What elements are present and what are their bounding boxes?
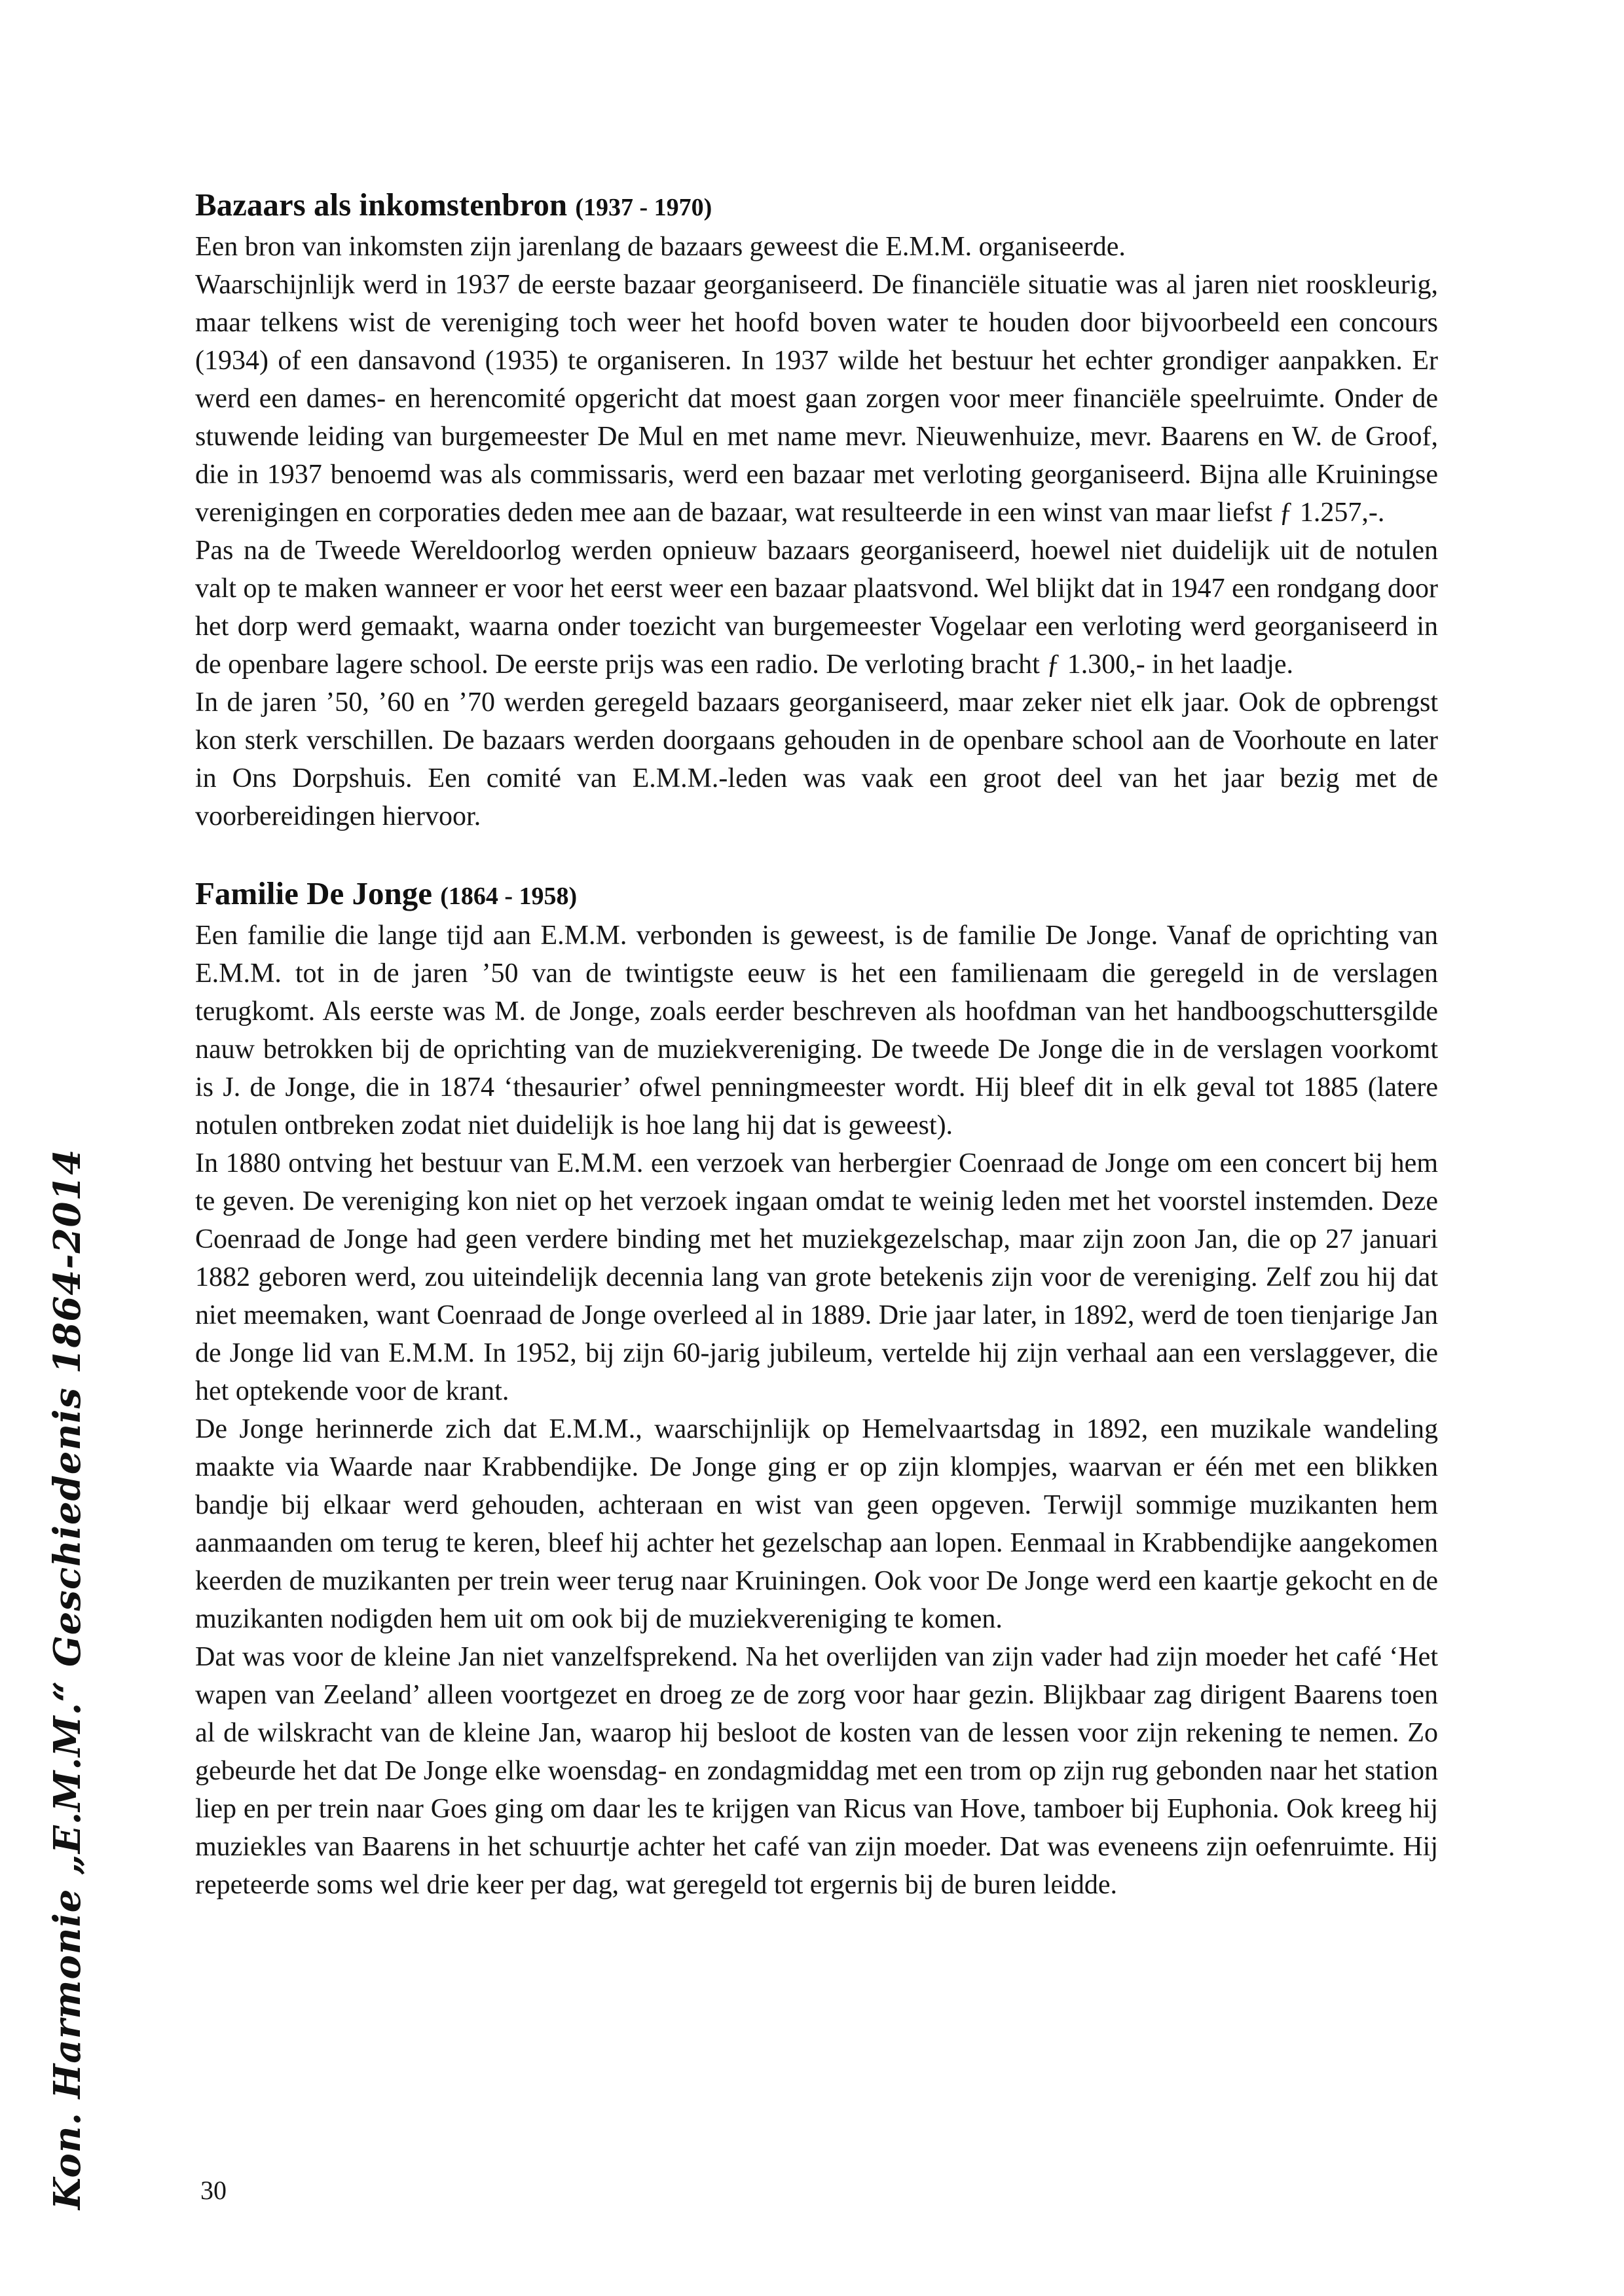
section-title: Familie De Jonge bbox=[195, 875, 432, 911]
paragraph: De Jonge herinnerde zich dat E.M.M., waarschijnlijk op Hemelvaartsdag in 1892, een muzikale wandeling maakte via Waarde naar Krabbendijke. De Jonge ging er op zijn klompjes, waarvan er één met een blikken bandje bij elkaar werd gehouden, achteraan en wist van geen opgeven. Terwijl sommige muzikanten hem aanmaanden om terug te keren, bleef hij achter het gezelschap aan lopen. Eenmaal in Krabbendijke aangekomen keerden de muzikanten per trein weer terug naar Kruiningen. Ook voor De Jonge werd een kaartje gekocht en de muzikanten nodigden hem uit om ook bij de muziekvereniging te komen. bbox=[195, 1414, 1438, 1634]
section-years: (1937 - 1970) bbox=[575, 194, 712, 221]
paragraph: In 1880 ontving het bestuur van E.M.M. een verzoek van herbergier Coenraad de Jonge om een concert bij hem te geven. De vereniging kon niet op het verzoek ingaan omdat te weinig leden met het voorstel instemden. Deze Coenraad de Jonge had geen verdere binding met het muziekgezelschap, maar zijn zoon Jan, die op 27 januari 1882 geboren werd, zou uiteindelijk decennia lang van grote betekenis zijn voor de vereniging. Zelf zou hij dat niet meemaken, want Coenraad de Jonge overleed al in 1889. Drie jaar later, in 1892, werd de toen tienjarige Jan de Jonge lid van E.M.M. In 1952, bij zijn 60-jarig jubileum, vertelde hij zijn verhaal aan een verslaggever, die het optekende voor de krant. bbox=[195, 1148, 1438, 1406]
page-number: 30 bbox=[200, 2176, 227, 2205]
section-title: Bazaars als inkomstenbron bbox=[195, 187, 568, 223]
paragraph: Pas na de Tweede Wereldoorlog werden opnieuw bazaars georganiseerd, hoewel niet duidelijk uit de notulen valt op te maken wanneer er voor het eerst weer een bazaar plaatsvond. Wel blijkt dat in 1947 een rondgang door het dorp werd gemaakt, waarna onder toezicht van burgemeester Vogelaar een verloting werd georganiseerd in de openbare lagere school. De eerste prijs was een radio. De verloting bracht ƒ 1.300,- in het laadje. bbox=[195, 536, 1438, 680]
section-bazaars bbox=[195, 185, 1438, 835]
paragraph: In de jaren ’50, ’60 en ’70 werden geregeld bazaars georganiseerd, maar zeker niet elk jaar. Ook de opbrengst kon sterk verschillen. De bazaars werden doorgaans gehouden in de openbare school aan de Voorhoute en later in Ons Dorpshuis. Een comité van E.M.M.-leden was vaak een groot deel van het jaar bezig met de voorbereidingen hiervoor. bbox=[195, 687, 1438, 831]
page-content bbox=[195, 185, 1438, 1904]
section-heading bbox=[195, 185, 1438, 228]
section-familie-de-jonge bbox=[195, 873, 1438, 1904]
paragraph: Een bron van inkomsten zijn jarenlang de bazaars geweest die E.M.M. organiseerde. bbox=[195, 232, 1126, 262]
paragraph: Waarschijnlijk werd in 1937 de eerste bazaar georganiseerd. De financiële situatie was al jaren niet rooskleurig, maar telkens wist de vereniging toch weer het hoofd boven water te houden door bijvoorbeeld een concours (1934) of een dansavond (1935) te organiseren. In 1937 wilde het bestuur het echter grondiger aanpakken. Er werd een dames- en herencomité opgericht dat moest gaan zorgen voor meer financiële speelruimte. Onder de stuwende leiding van burgemeester De Mul en met name mevr. Nieuwenhuize, mevr. Baarens en W. de Groof, die in 1937 benoemd was als commissaris, werd een bazaar met verloting georganiseerd. Bijna alle Kruiningse verenigingen en corporaties deden mee aan de bazaar, wat resulteerde in een winst van maar liefst ƒ 1.257,-. bbox=[195, 270, 1438, 528]
paragraph: Dat was voor de kleine Jan niet vanzelfsprekend. Na het overlijden van zijn vader had zijn moeder het café ‘Het wapen van Zeeland’ alleen voortgezet en droeg ze de zorg voor haar gezin. Blijkbaar zag dirigent Baarens toen al de wilskracht van de kleine Jan, waarop hij besloot de kosten van de lessen voor zijn rekening te nemen. Zo gebeurde het dat De Jonge elke woensdag- en zondagmiddag met een trom op zijn rug gebonden naar het station liep en per trein naar Goes ging om daar les te krijgen van Ricus van Hove, tamboer bij Euphonia. Ook kreeg hij muziekles van Baarens in het schuurtje achter het café van zijn moeder. Dat was eveneens zijn oefenruimte. Hij repeteerde soms wel drie keer per dag, wat geregeld tot ergernis bij de buren leidde. bbox=[195, 1642, 1438, 1900]
paragraph: Een familie die lange tijd aan E.M.M. verbonden is geweest, is de familie De Jonge. Vanaf de oprichting van E.M.M. tot in de jaren ’50 van de twintigste eeuw is het een familienaam die geregeld in de verslagen terugkomt. Als eerste was M. de Jonge, zoals eerder beschreven als hoofdman van het handboogschuttersgilde nauw betrokken bij de oprichting van de muziekvereniging. De tweede De Jonge die in de verslagen voorkomt is J. de Jonge, die in 1874 ‘thesaurier’ ofwel penningmeester wordt. Hij bleef dit in elk geval tot 1885 (latere notulen ontbreken zodat niet duidelijk is hoe lang hij dat is geweest). bbox=[195, 920, 1438, 1140]
sidebar-book-title: Kon. Harmonie „E.M.M.“ Geschiedenis 1864-2014 bbox=[46, 1148, 89, 2210]
section-heading bbox=[195, 873, 1438, 917]
section-years: (1864 - 1958) bbox=[440, 883, 578, 910]
